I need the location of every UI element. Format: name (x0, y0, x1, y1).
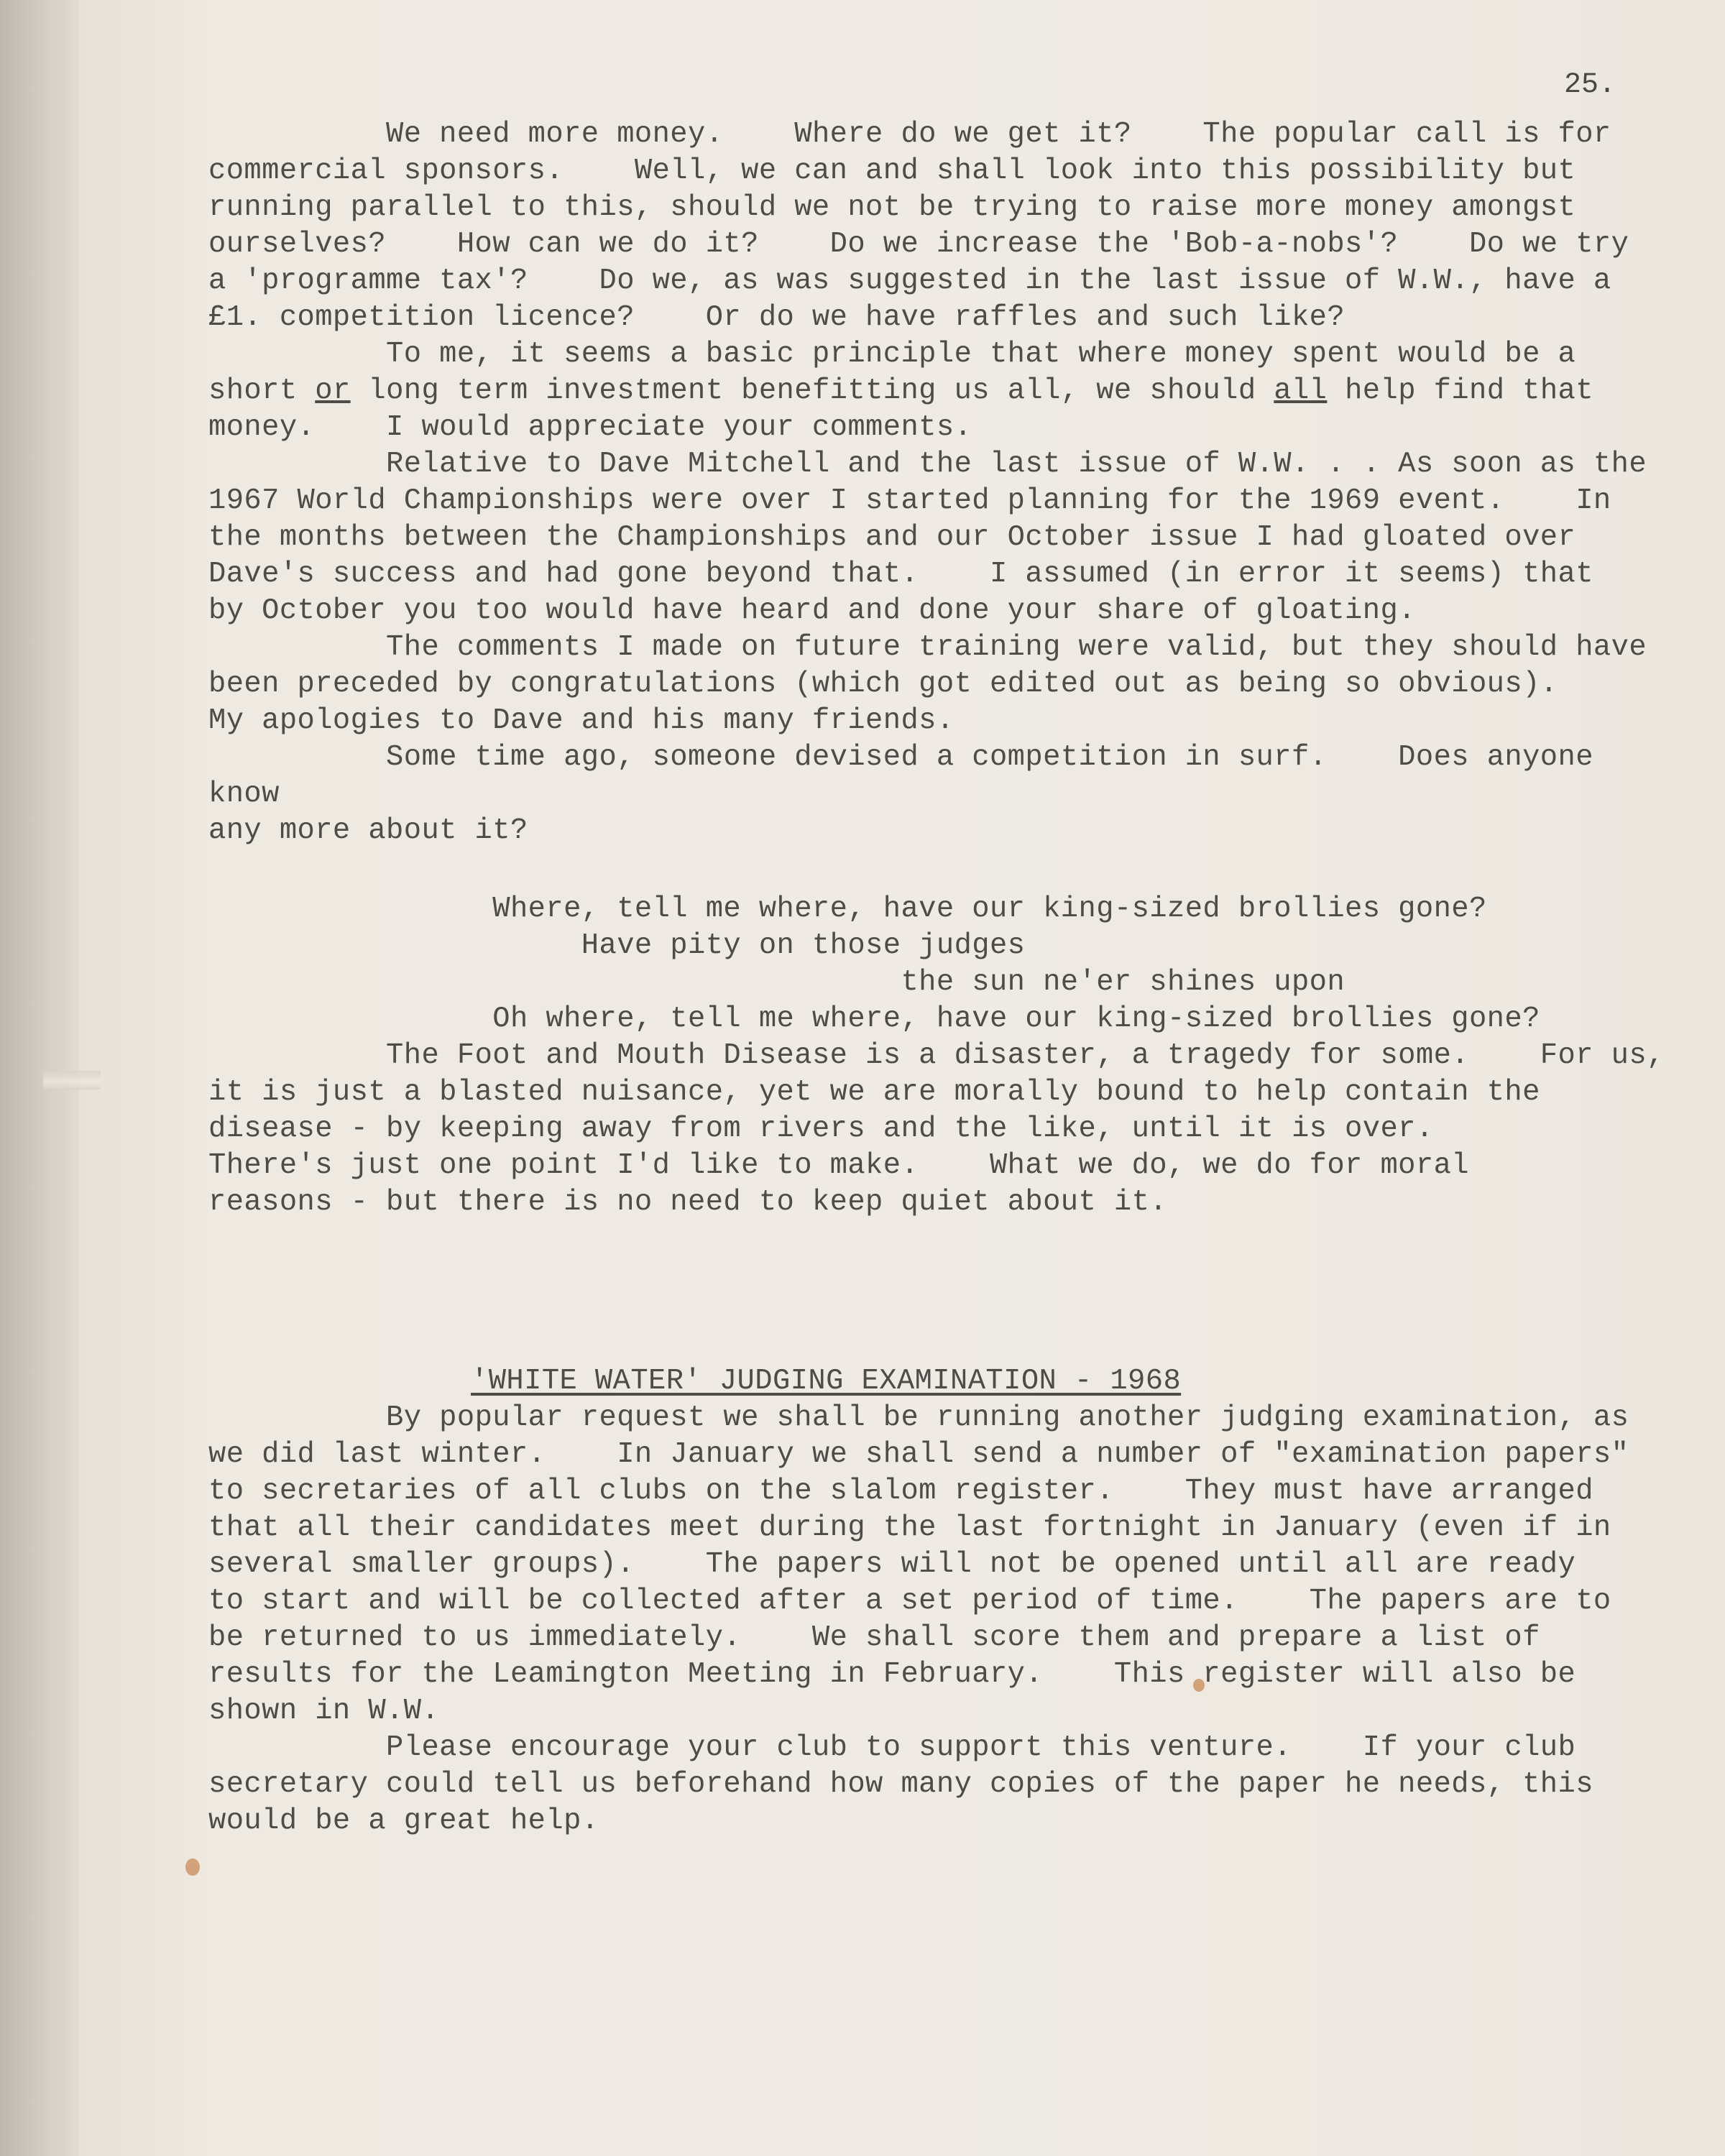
poem-brollies (208, 891, 1668, 1038)
poem-line: Oh where, tell me where, have our king-sized brollies gone? (208, 1003, 1540, 1036)
poem-line: Where, tell me where, have our king-sized brollies gone? (208, 893, 1487, 926)
paragraph-training-comments: The comments I made on future training were valid, but they should have been preceded by congratulations (which got edited out as being so obvious). My apologies to Dave and his many friends. (208, 631, 1647, 737)
paragraph-foot-and-mouth: The Foot and Mouth Disease is a disaster, a tragedy for some. For us, it is just a blasted nuisance, yet we are morally bound to help contain the disease - by keeping away from rivers and the like, until it is over. There's just one point I'd like to make. What we do, we do for moral reasons - but there is no need to keep quiet about it. (208, 1039, 1665, 1219)
rust-stain (185, 1858, 200, 1876)
poem-line: the sun ne'er shines upon (208, 966, 1346, 999)
poem-line: Have pity on those judges (208, 929, 1026, 962)
paragraph-dave-mitchell: Relative to Dave Mitchell and the last issue of W.W. . . As soon as the 1967 World Championships were over I started planning for the 1969 event. In the months between the Championships and our October issue I had gloated over Dave's success and had gone beyond that. I assumed (in error it seems) that by October you too would have heard and done your share of gloating. (208, 448, 1647, 627)
underlined-or: or (315, 374, 351, 407)
paragraph-money-ask: We need more money. Where do we get it? The popular call is for commercial sponsors. Well, we can and shall look into this possibility but running parallel to this, should we not be trying to raise more money amongst ourselves? How can we do it? Do we increase the 'Bob-a-nobs'? Do we try a 'programme tax'? Do we, as was suggested in the last issue of W.W., have a £1. competition licence? Or do we have raffles and such like? (208, 118, 1629, 334)
paragraph-encourage-club: Please encourage your club to support this venture. If your club secretary could tell us beforehand how many copies of the paper he needs, this would be a great help. (208, 1731, 1593, 1838)
page-body (208, 116, 1668, 1840)
paragraph-basic-principle (208, 336, 1668, 446)
principle-text-before: To me, it seems a basic principle that where money spent would be a short (208, 338, 1576, 407)
page-fold (43, 1071, 101, 1089)
page-number: 25. (1564, 69, 1616, 101)
underlined-all: all (1274, 374, 1328, 407)
principle-text-after: help find that money. I would appreciate your comments. (208, 374, 1593, 444)
section-title: 'WHITE WATER' JUDGING EXAMINATION - 1968 (471, 1365, 1182, 1398)
paragraph-exam-details: By popular request we shall be running another judging examination, as we did last winter. In January we shall send a number of "examination papers" to secretaries of all clubs on the slalom register. They must have arranged that all their candidates meet during the last fortnight in January (even if in several smaller groups). The papers will not be opened until all are ready to start and will be collected after a set period of time. The papers are to be returned to us immediately. We shall score them and prepare a list of results for the Leamington Meeting in February. This register will also be shown in W.W. (208, 1401, 1629, 1728)
paragraph-surf-competition: Some time ago, someone devised a competition in surf. Does anyone know any more about it? (208, 741, 1593, 847)
principle-text-middle: long term investment benefitting us all, we should (350, 374, 1274, 407)
